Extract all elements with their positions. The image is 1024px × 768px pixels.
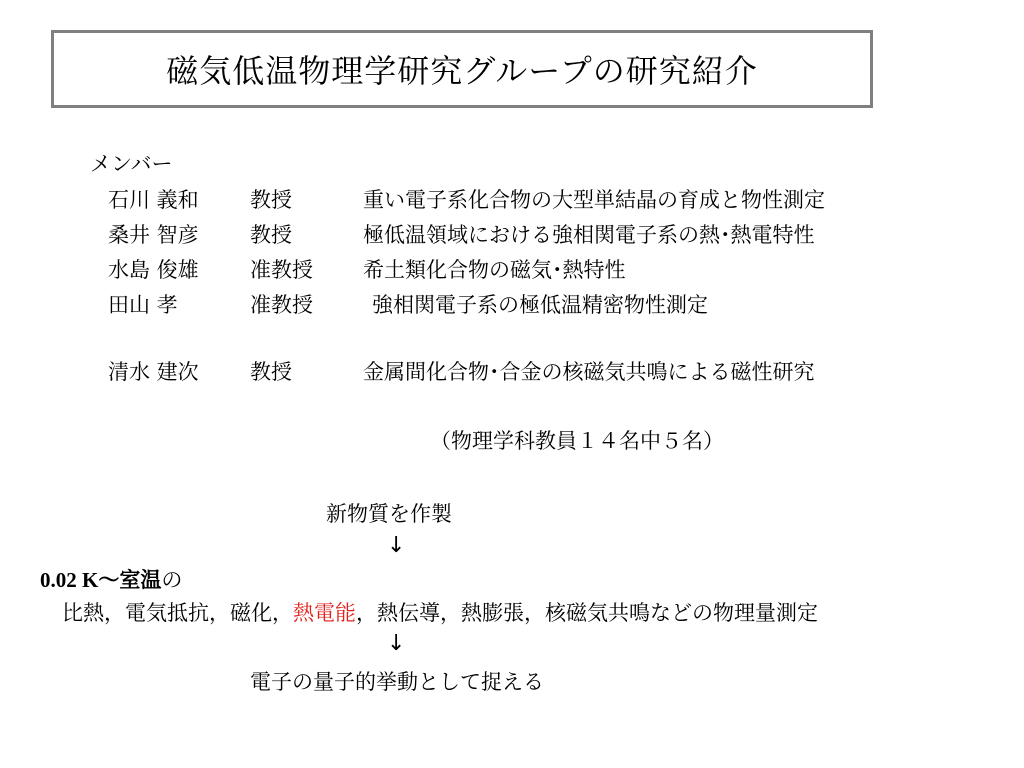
member-research: 金属間化合物･合金の核磁気共鳴による磁性研究 xyxy=(363,360,815,384)
member-rank: 准教授 xyxy=(250,258,313,282)
faculty-note: （物理学科教員１４名中５名） xyxy=(430,429,724,453)
member-name: 石川 義和 xyxy=(108,188,199,212)
member-research: 重い電子系化合物の大型単結晶の育成と物性測定 xyxy=(363,188,825,212)
member-name: 清水 建次 xyxy=(108,360,199,384)
measurements-line xyxy=(62,599,818,627)
down-arrow-icon: ↓ xyxy=(387,631,406,656)
measurement-highlight: 熱電能 xyxy=(293,601,356,625)
member-rank: 准教授 xyxy=(250,293,313,317)
page-title: 磁気低温物理学研究グループの研究紹介 xyxy=(166,52,758,90)
temperature-line xyxy=(40,566,182,594)
flow-conclusion: 電子の量子的挙動として捉える xyxy=(250,670,544,694)
title-box xyxy=(51,30,873,108)
member-name: 水島 俊雄 xyxy=(108,258,199,282)
member-rank: 教授 xyxy=(250,223,292,247)
flow-step-synthesis: 新物質を作製 xyxy=(326,502,452,526)
member-name: 田山 孝 xyxy=(108,293,178,317)
member-research: 希土類化合物の磁気･熱特性 xyxy=(363,258,626,282)
member-research: 強相関電子系の極低温精密物性測定 xyxy=(372,293,708,317)
member-rank: 教授 xyxy=(250,188,292,212)
member-name: 桑井 智彦 xyxy=(108,223,199,247)
member-rank: 教授 xyxy=(250,360,292,384)
down-arrow-icon: ↓ xyxy=(387,533,406,558)
measurements-after: ，熱伝導，熱膨張，核磁気共鳴などの物理量測定 xyxy=(356,601,818,625)
temperature-suffix: の xyxy=(161,568,183,592)
temperature-range: 0.02 K〜室温 xyxy=(40,568,162,592)
measurements-before: 比熱，電気抵抗，磁化， xyxy=(62,601,293,625)
members-heading: メンバー xyxy=(90,152,173,176)
member-research: 極低温領域における強相関電子系の熱･熱電特性 xyxy=(363,223,815,247)
